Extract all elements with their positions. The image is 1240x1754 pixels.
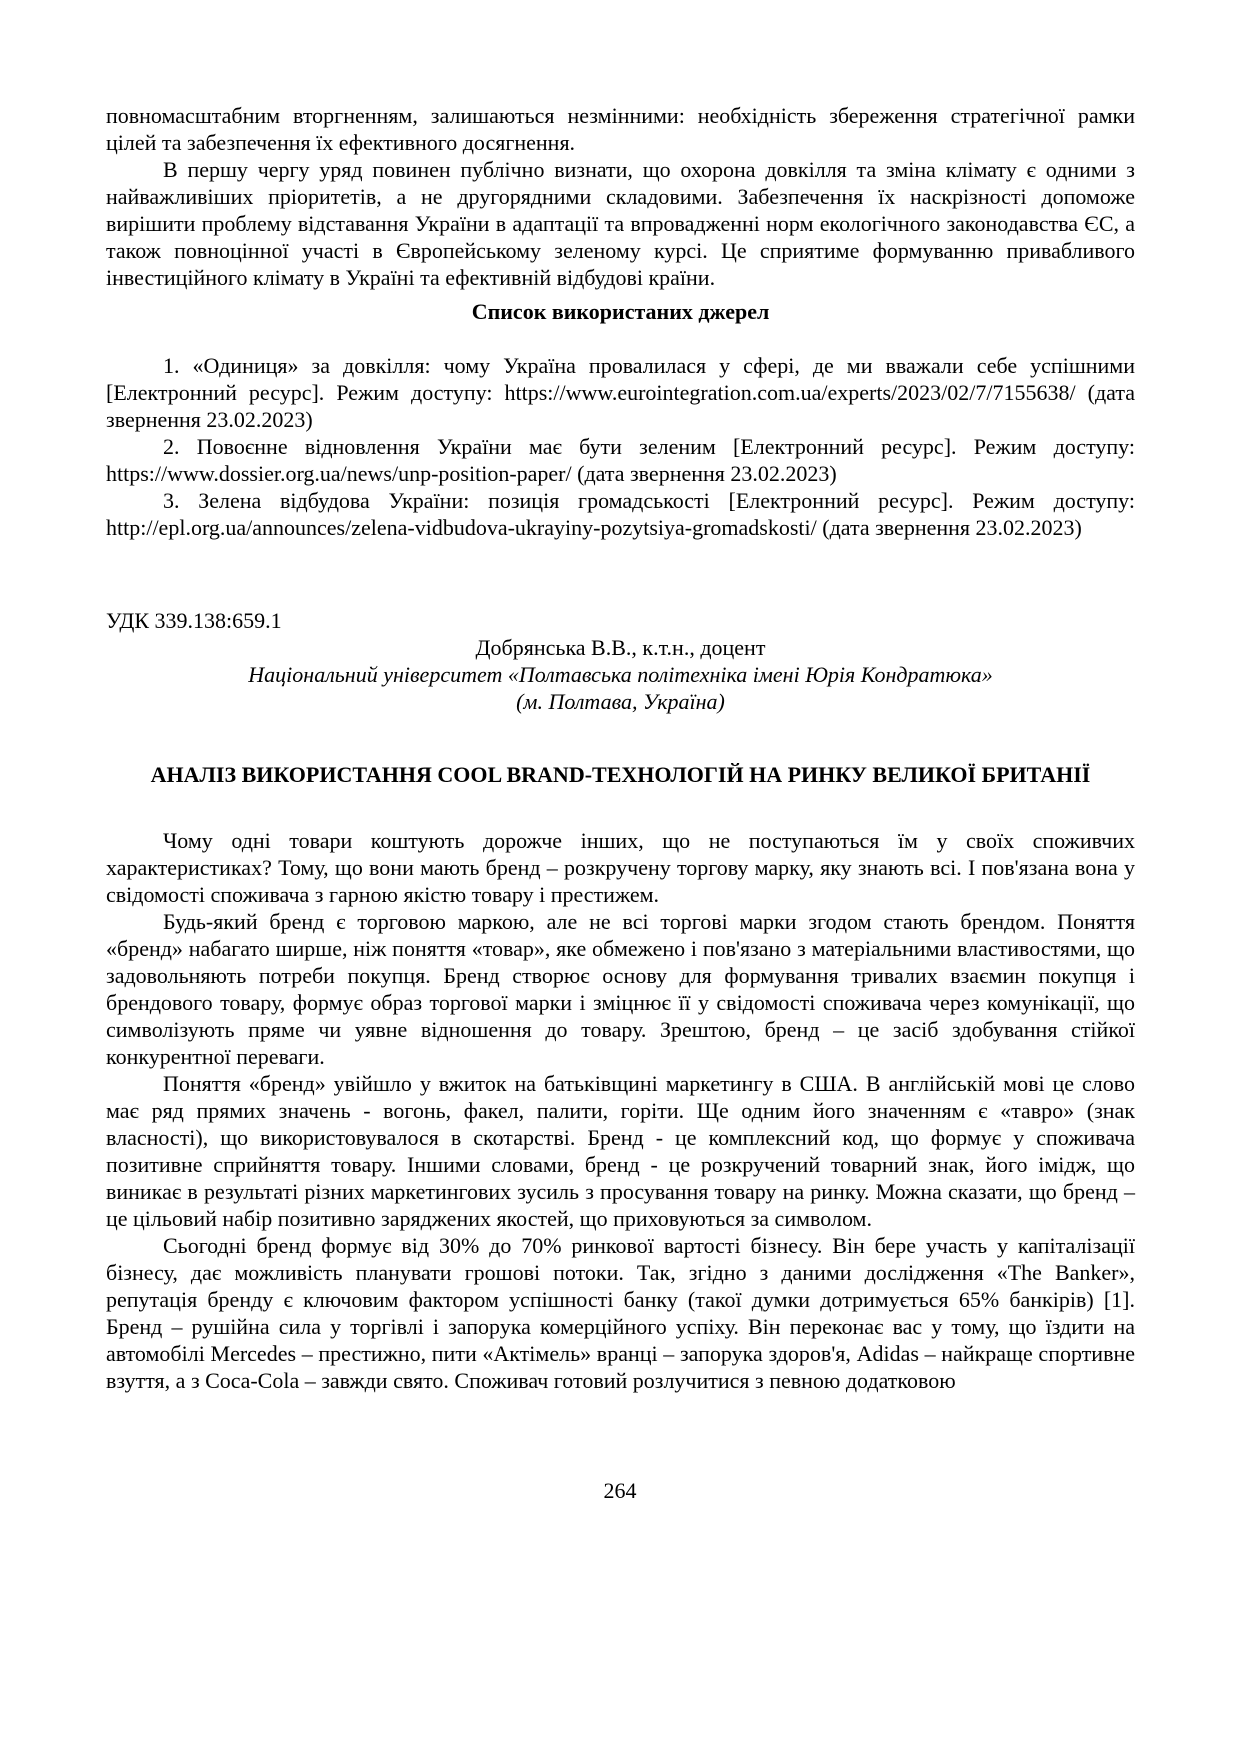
udk-code: УДК 339.138:659.1 (106, 608, 282, 633)
closing-paragraph: В першу чергу уряд повинен публічно визнати, що охорона довкілля та зміна клімату є одними з найважливіших пріоритетів, а не другорядними складовими. Забезпечення їх наскрізності допоможе вирішити проблему відставання України в адаптації та впровадженні норм екологічного законодавства ЄС, а також повноцінної участі в Європейському зеленому курсі. Це сприятиме формуванню привабливого інвестиційного клімату в Україні та ефективній відбудові країни. (106, 157, 1135, 290)
reference-item: 2. Повоєнне відновлення України має бути зеленим [Електронний ресурс]. Режим доступу: https://www.dossier.org.ua/news/unp-position-paper/ (дата звернення 23.02.2023) (106, 434, 1135, 486)
body-paragraph: Будь-який бренд є торговою маркою, але не всі торгові марки згодом стають брендом. Поняття «бренд» набагато ширше, ніж поняття «товар», яке обмежено і пов'язано з матеріальними властивостями, що задовольняють потреби покупця. Бренд створює основу для формування тривалих взаємин покупця і брендового товару, формує образ торгової марки і зміцнює її у свідомості споживача через комунікації, що символізують пряме чи уявне відношення до товару. Зрештою, бренд – це засіб здобування стійкої конкурентної переваги. (106, 909, 1135, 1069)
location-line: (м. Полтава, Україна) (516, 689, 725, 714)
author-line: Добрянська В.В., к.т.н., доцент (475, 635, 766, 660)
affiliation-line: Національний університет «Полтавська політехніка імені Юрія Кондратюка» (248, 662, 993, 687)
reference-item: 1. «Одиниця» за довкілля: чому Україна провалилася у сфері, де ми вважали себе успішними [Електронний ресурс]. Режим доступу: https://www.eurointegration.com.ua/experts/2023/02/7/7155638/ (дата звернення 23.02.2023) (106, 353, 1135, 432)
continuation-paragraph: повномасштабним вторгненням, залишаються незмінними: необхідність збереження стратегічної рамки цілей та забезпечення їх ефективного досягнення. (106, 103, 1135, 155)
body-paragraph: Сьогодні бренд формує від 30% до 70% ринкової вартості бізнесу. Він бере участь у капіталізації бізнесу, дає можливість планувати грошові потоки. Так, згідно з даними дослідження «The Banker», репутація бренду є ключовим фактором успішності банку (такої думки дотримується 65% банкірів) [1]. Бренд – рушійна сила у торгівлі і запорука комерційного успіху. Він переконає вас у тому, що їздити на автомобілі Mercedes – престижно, пити «Актімель» вранці – запорука здоров'я, Adidas – найкраще спортивне взуття, а з Coca-Cola – завжди свято. Споживач готовий розлучитися з певною додатковою (106, 1233, 1135, 1393)
article-title: АНАЛІЗ ВИКОРИСТАННЯ COOL BRAND-ТЕХНОЛОГІЙ НА РИНКУ ВЕЛИКОЇ БРИТАНІЇ (150, 762, 1091, 787)
reference-item: 3. Зелена відбудова України: позиція громадськості [Електронний ресурс]. Режим доступу: http://epl.org.ua/announces/zelena-vidbudova-ukrayiny-pozytsiya-gromadskosti/ (дата звернення 23.02.2023) (106, 488, 1135, 540)
page-number: 264 (603, 1478, 637, 1503)
references-heading: Список використаних джерел (471, 299, 770, 324)
body-paragraph: Поняття «бренд» увійшло у вжиток на батьківщині маркетингу в США. В англійській мові це слово має ряд прямих значень - вогонь, факел, палити, горіти. Ще одним його значенням є «тавро» (знак власності), що використовувалося в скотарстві. Бренд - це комплексний код, що формує у споживача позитивне сприйняття товару. Іншими словами, бренд - це розкручений товарний знак, його імідж, що виникає в результаті різних маркетингових зусиль з просування товару на ринку. Можна сказати, що бренд – це цільовий набір позитивно заряджених якостей, що приховуються за символом. (106, 1071, 1135, 1231)
body-paragraph: Чому одні товари коштують дорожче інших, що не поступаються їм у своїх споживчих характеристиках? Тому, що вони мають бренд – розкручену торгову марку, яку знають всі. І пов'язана вона у свідомості споживача з гарною якістю товару і престижем. (106, 828, 1135, 907)
